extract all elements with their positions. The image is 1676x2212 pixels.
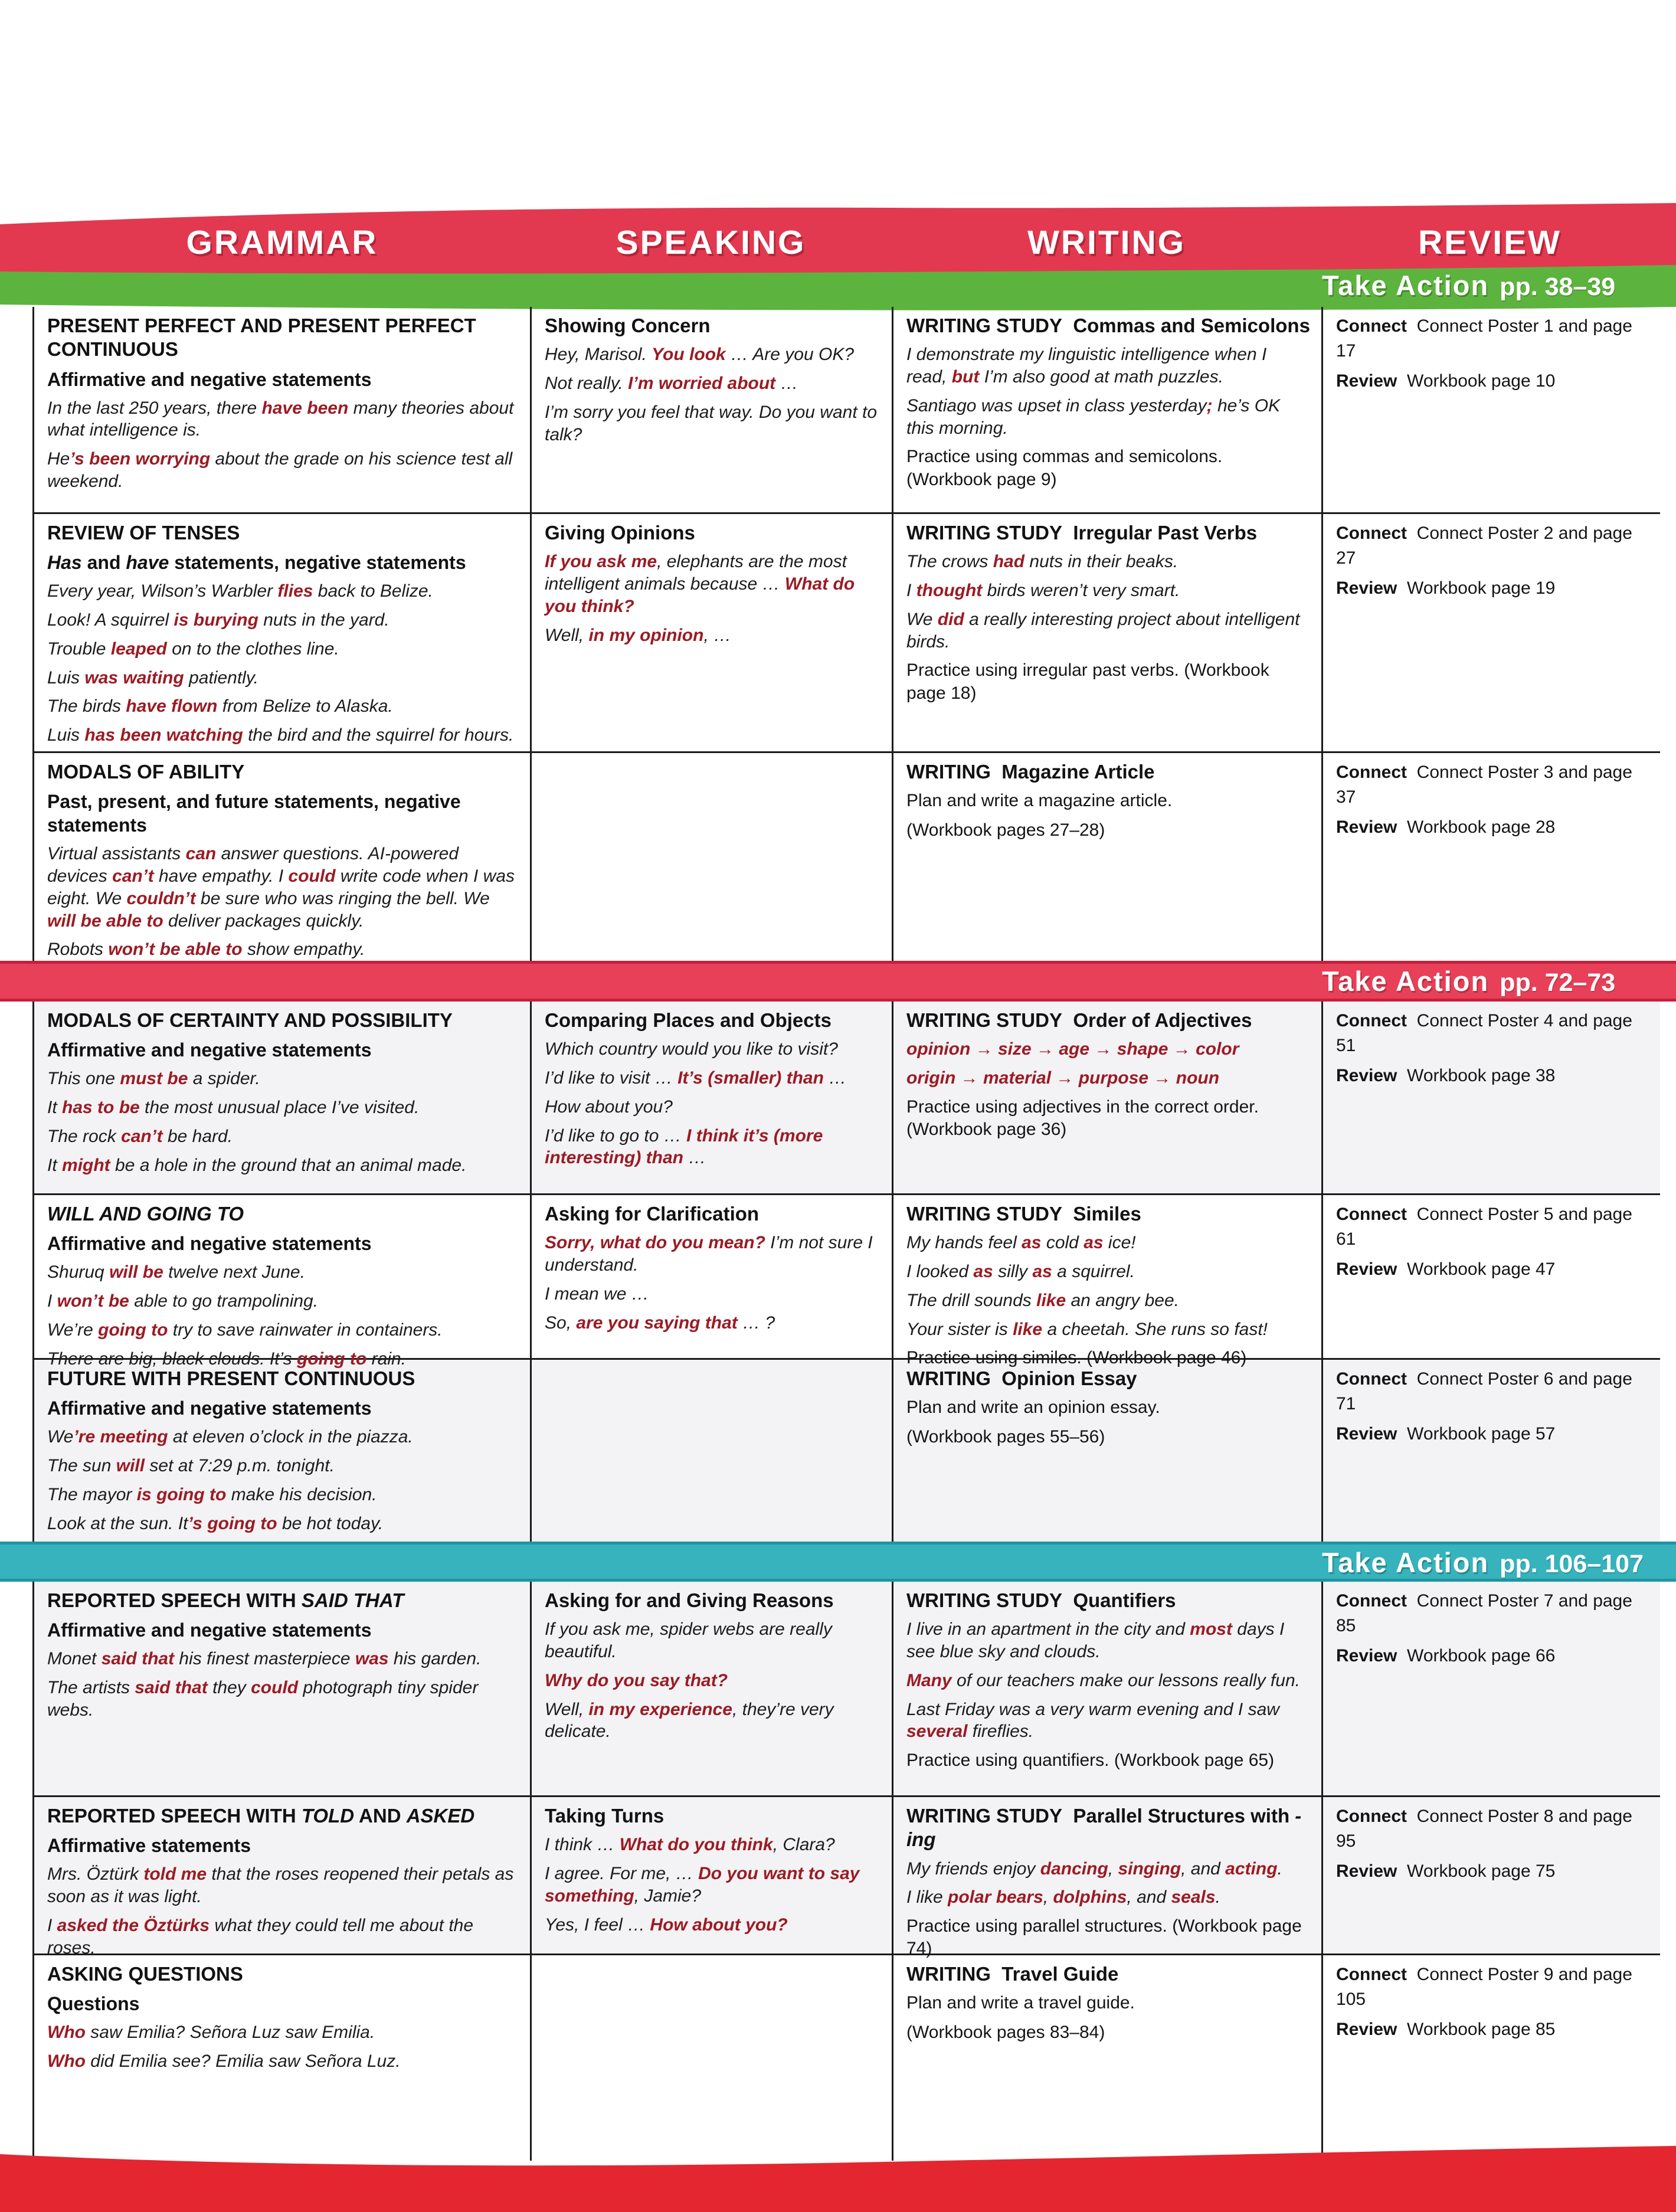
take-action-pages: pp. 106–107 bbox=[1500, 1550, 1644, 1578]
table-row bbox=[34, 751, 1660, 964]
writing-cell: WRITING STUDY Parallel Structures with -ing My friends enjoy dancing, singing, and acting. I like polar bears, dolphins, and seals. Practice using parallel structures. (Workbook page 74) bbox=[892, 1797, 1321, 1967]
review-cell: Connect Connect Poster 7 and page 85 Review Workbook page 66 bbox=[1321, 1582, 1658, 1795]
take-action-unit-1 bbox=[1322, 267, 1652, 305]
take-action-title: Take Action bbox=[1322, 1547, 1490, 1578]
writing-cell: WRITING Magazine Article Plan and write a magazine article. (Workbook pages 27–28) bbox=[892, 753, 1321, 967]
review-cell: Connect Connect Poster 8 and page 95 Review Workbook page 75 bbox=[1321, 1797, 1658, 1967]
column-header-review: REVIEW bbox=[1418, 224, 1562, 261]
take-action-unit-2 bbox=[1322, 964, 1652, 999]
writing-cell: WRITING STUDY Order of Adjectives opinion → size → age → shape → color origin → material → purpose → noun Practice using adjectives in the correct order. (Workbook page 36) bbox=[892, 1002, 1321, 1193]
column-header-writing: WRITING bbox=[1027, 224, 1186, 261]
column-header-grammar: GRAMMAR bbox=[186, 224, 378, 261]
review-cell: Connect Connect Poster 6 and page 71 Review Workbook page 57 bbox=[1321, 1360, 1658, 1545]
table-row bbox=[34, 1582, 1660, 1795]
table-row bbox=[34, 307, 1660, 512]
speaking-cell: Asking for and Giving Reasons If you ask me, spider webs are really beautiful. Why do you say that? Well, in my experience, they’re very delicate. bbox=[530, 1582, 892, 1795]
grammar-cell: MODALS OF CERTAINTY AND POSSIBILITY Affirmative and negative statements This one must be a spider. It has to be the most unusual place I’ve visited. The rock can’t be hard. It might be a hole in the ground that an animal made. bbox=[47, 1009, 467, 1175]
speaking-cell bbox=[530, 1360, 892, 1545]
take-action-title: Take Action bbox=[1322, 270, 1490, 301]
take-action-pages: pp. 38–39 bbox=[1500, 273, 1616, 301]
writing-cell: WRITING Opinion Essay Plan and write an opinion essay. (Workbook pages 55–56) bbox=[892, 1360, 1321, 1545]
unit-2-section bbox=[32, 1002, 1660, 1545]
grammar-cell: MODALS OF ABILITY Past, present, and future statements, negative statements Virtual assistants can answer questions. AI-powered devices can’t have empathy. I could write code when I was eight. We couldn’t be sure who was ringing the bell. We will be able to deliver packages quickly. Robots won’t be able to show empathy. bbox=[47, 761, 515, 960]
speaking-cell: Comparing Places and Objects Which country would you like to visit? I’d like to visit … It’s (smaller) than … How about you? I’d like to go to … I think it’s (more interesting) than … bbox=[530, 1002, 892, 1193]
review-cell: Connect Connect Poster 4 and page 51 Review Workbook page 38 bbox=[1321, 1002, 1658, 1193]
review-cell: Connect Connect Poster 1 and page 17 Review Workbook page 10 bbox=[1321, 307, 1658, 512]
unit-1-section bbox=[32, 307, 1660, 964]
speaking-cell bbox=[530, 753, 892, 967]
grammar-cell: REPORTED SPEECH WITH SAID THAT Affirmative and negative statements Monet said that his finest masterpiece was his garden. The artists said that they could photograph tiny spider webs. bbox=[47, 1589, 482, 1720]
speaking-cell: Asking for Clarification Sorry, what do you mean? I’m not sure I understand. I mean we … So, are you saying that … ? bbox=[530, 1195, 892, 1376]
grammar-cell: FUTURE WITH PRESENT CONTINUOUS Affirmative and negative statements We’re meeting at eleven o’clock in the piazza. The sun will set at 7:29 p.m. tonight. The mayor is going to make his decision. Look at the sun. It’s going to be hot today. bbox=[47, 1367, 415, 1533]
table-row bbox=[34, 512, 1660, 751]
writing-cell: WRITING STUDY Quantifiers I live in an apartment in the city and most days I see blue sky and clouds. Many of our teachers make our lessons really fun. Last Friday was a very warm evening and I saw several fireflies. Practice using quantifiers. (Workbook page 65) bbox=[892, 1582, 1321, 1795]
writing-cell: WRITING STUDY Commas and Semicolons I demonstrate my linguistic intelligence when I read, but I’m also good at math puzzles. Santiago was upset in class yesterday; he’s OK this morning. Practice using commas and semicolons. (Workbook page 9) bbox=[892, 307, 1321, 512]
unit-3-section bbox=[32, 1582, 1660, 2161]
grammar-cell: WILL AND GOING TO Affirmative and negative statements Shuruq will be twelve next June. I won’t be able to go trampolining. We’re going to try to save rainwater in containers. There are big, black clouds. It’s going to rain. bbox=[47, 1203, 443, 1369]
grammar-cell: PRESENT PERFECT AND PRESENT PERFECT CONTINUOUS Affirmative and negative statements In the last 250 years, there have been many theories about what intelligence is. He’s been worrying about the grade on his science test all weekend. bbox=[47, 315, 514, 491]
speaking-cell: Giving Opinions If you ask me, elephants are the most intelligent animals because … What do you think? Well, in my opinion, … bbox=[530, 514, 892, 753]
speaking-cell: Taking Turns I think … What do you think, Clara? I agree. For me, … Do you want to say something, Jamie? Yes, I feel … How about you? bbox=[530, 1797, 892, 1967]
grammar-cell: REVIEW OF TENSES Has and have statements, negative statements Every year, Wilson’s Warbler flies back to Belize. Look! A squirrel is burying nuts in the yard. Trouble leaped on to the clothes line. Luis was waiting patiently. The birds have flown from Belize to Alaska. Luis has been watching the bird and the squirrel for hours. bbox=[47, 522, 514, 745]
table-row bbox=[34, 1795, 1660, 1959]
take-action-title: Take Action bbox=[1322, 966, 1490, 997]
grammar-cell: ASKING QUESTIONS Questions Who saw Emilia? Señora Luz saw Emilia. Who did Emilia see? Emilia saw Señora Luz. bbox=[47, 1963, 401, 2072]
review-cell: Connect Connect Poster 2 and page 27 Review Workbook page 19 bbox=[1321, 514, 1658, 753]
review-cell: Connect Connect Poster 9 and page 105 Review Workbook page 85 bbox=[1321, 1955, 1658, 2161]
footer-wave-band bbox=[0, 2120, 1676, 2212]
writing-cell: WRITING STUDY Irregular Past Verbs The crows had nuts in their beaks. I thought birds weren’t very smart. We did a really interesting project about intelligent birds. Practice using irregular past verbs. (Workbook page 18) bbox=[892, 514, 1321, 753]
writing-cell: WRITING STUDY Similes My hands feel as cold as ice! I looked as silly as a squirrel. The drill sounds like an angry bee. Your sister is like a cheetah. She runs so fast! Practice using similes. (Workbook page 46) bbox=[892, 1195, 1321, 1376]
speaking-cell: Showing Concern Hey, Marisol. You look … Are you OK? Not really. I’m worried about … I’m sorry you feel that way. Do you want to talk? bbox=[530, 307, 892, 512]
take-action-pages: pp. 72–73 bbox=[1500, 968, 1616, 997]
column-header-speaking: SPEAKING bbox=[616, 224, 806, 261]
review-cell: Connect Connect Poster 5 and page 61 Review Workbook page 47 bbox=[1321, 1195, 1658, 1376]
table-row bbox=[34, 1002, 1660, 1193]
table-row bbox=[34, 1193, 1660, 1369]
grammar-cell: REPORTED SPEECH WITH TOLD AND ASKED Affirmative statements Mrs. Öztürk told me that the roses reopened their petals as soon as it was light. I asked the Öztürks what they could tell me about the roses. bbox=[47, 1805, 514, 1958]
writing-cell: WRITING Travel Guide Plan and write a travel guide. (Workbook pages 83–84) bbox=[892, 1955, 1321, 2161]
take-action-unit-3 bbox=[1322, 1546, 1652, 1579]
review-cell: Connect Connect Poster 3 and page 37 Review Workbook page 28 bbox=[1321, 753, 1658, 967]
table-row bbox=[34, 1358, 1660, 1545]
